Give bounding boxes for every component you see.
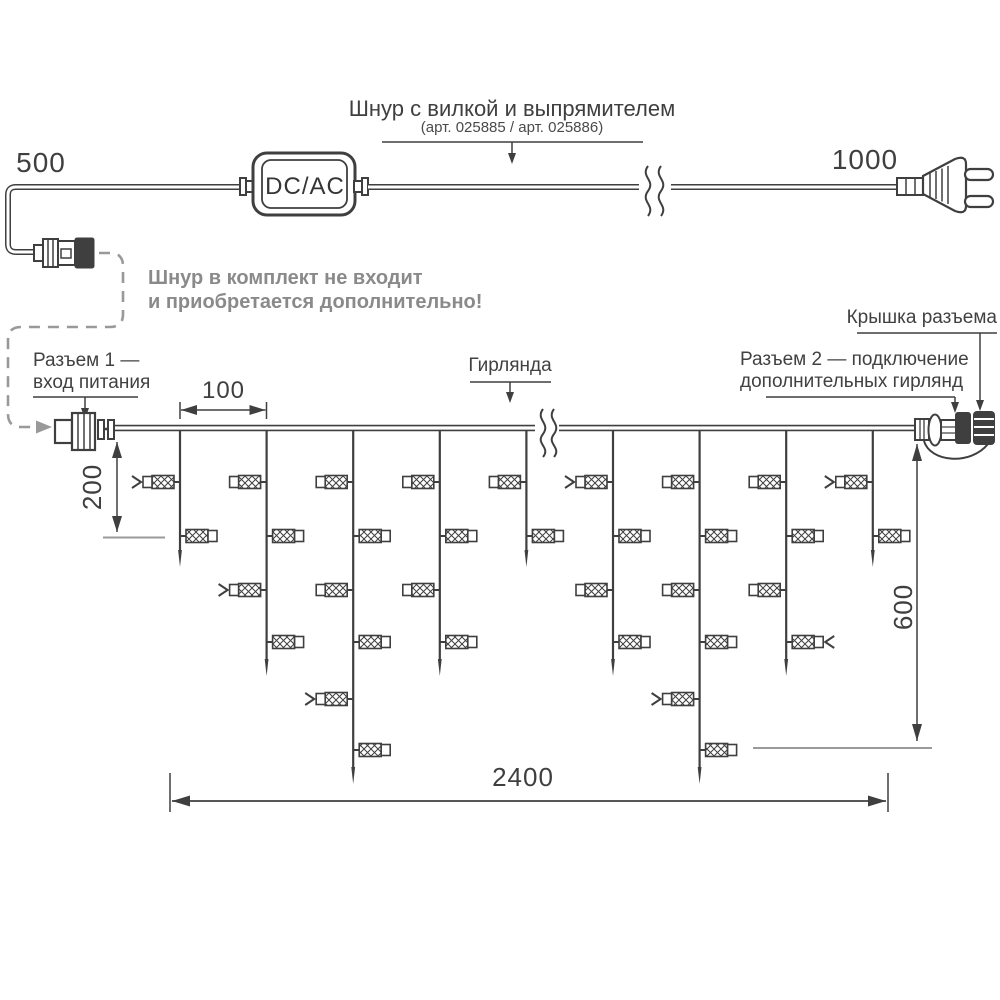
dim-1000-label: 1000 [831,144,899,175]
bulb-cap [230,585,239,596]
drop-tip [698,767,702,784]
bulb-icon [239,584,261,597]
garland-break [535,409,559,457]
bulb-icon [446,636,468,649]
dim-2400-label: 2400 [492,762,554,792]
bulb-icon [792,636,814,649]
bulb-cap [814,531,823,542]
connector-2-body [955,412,971,444]
bulb-icon [325,476,347,489]
down-arrow-icon [976,400,984,411]
dim-200-label: 200 [77,463,108,511]
bulb-icon [325,584,347,597]
bulb-icon [273,530,295,543]
leader-connector2-label [766,397,959,413]
bulb-icon [672,584,694,597]
bulb-cap [403,477,412,488]
bulb-icon [152,476,174,489]
bulb-icon [585,476,607,489]
connector-cap-icon [973,411,995,445]
adapter-label: DC/AC [265,173,345,200]
dashed-arrowhead-icon [36,421,52,434]
icicle-drops [132,430,910,784]
bulb-cap [208,531,217,542]
connector2-label-line2: дополнительных гирлянд [740,371,964,392]
drop-tip [871,550,875,567]
garland-connector-2 [915,411,995,459]
bulb-cap [663,694,672,705]
bulb-icon [239,476,261,489]
bulb-icon [758,584,780,597]
bulb-cap [468,637,477,648]
bulb-icon [325,693,347,706]
bulb-cap [381,637,390,648]
leader-garland-label [470,382,551,403]
bulb-cap [316,694,325,705]
bulb-cap [836,477,845,488]
bulb-cap [728,745,737,756]
bulb-pointer-chevron-icon [565,476,574,488]
bulb-icon [359,530,381,543]
drop-tip [611,659,615,676]
bulb-cap [728,531,737,542]
bulb-icon [672,693,694,706]
drop-tip [351,767,355,784]
bulb-icon [412,476,434,489]
bulb-cap [641,637,650,648]
bulb-icon [532,530,554,543]
bulb-cap [316,585,325,596]
bulb-cap [576,477,585,488]
dim-600-label: 600 [888,583,919,631]
cap-label: Крышка разъема [846,307,997,328]
bulb-pointer-chevron-icon [825,636,834,648]
bulb-cap [749,585,758,596]
connector1-label-line1: Разъем 1 — [33,350,140,371]
bulb-icon [845,476,867,489]
bulb-pointer-chevron-icon [132,476,141,488]
cord-subtitle: (арт. 025885 / арт. 025886) [420,119,604,136]
bulb-icon [273,636,295,649]
cord-title: Шнур с вилкой и выпрямителем [348,96,676,121]
down-arrow-icon [951,402,959,413]
garland-connector-1 [55,413,114,450]
bulb-icon [758,476,780,489]
bulb-cap [143,477,152,488]
bulb-icon [585,584,607,597]
dashed-connection-path [8,253,123,434]
bulb-icon [619,636,641,649]
bulb-icon [619,530,641,543]
bulb-cap [381,531,390,542]
dim-500-label: 500 [16,147,66,178]
garland-label: Гирлянда [468,355,552,376]
drop-tip [178,550,182,567]
bulb-pointer-chevron-icon [219,584,228,596]
bulb-cap [663,477,672,488]
bulb-icon [879,530,901,543]
bulb-icon [672,476,694,489]
bulb-cap [576,585,585,596]
dim-100-label: 100 [201,377,246,404]
bulb-cap [230,477,239,488]
bulb-cap [901,531,910,542]
bulb-cap [663,585,672,596]
bulb-cap [295,531,304,542]
drop-tip [265,659,269,676]
bulb-cap [295,637,304,648]
bulb-cap [403,585,412,596]
bulb-cap [381,745,390,756]
bulb-icon [706,636,728,649]
bulb-icon [498,476,520,489]
cord-break-gap [639,168,671,206]
bulb-pointer-chevron-icon [652,693,661,705]
cord-connector-male [34,238,94,268]
note-line-1: Шнур в комплект не входит [148,267,423,289]
down-arrow-icon [508,153,516,164]
bulb-cap [489,477,498,488]
leader-cord-label [382,142,643,164]
drop-tip [525,550,529,567]
bulb-icon [446,530,468,543]
bulb-pointer-chevron-icon [825,476,834,488]
dim-200 [103,442,165,538]
bulb-cap [554,531,563,542]
bulb-cap [468,531,477,542]
connector1-label-line2: вход питания [33,372,151,393]
bulb-icon [186,530,208,543]
bulb-pointer-chevron-icon [305,693,314,705]
drop-tip [784,659,788,676]
bulb-cap [728,637,737,648]
bulb-icon [359,744,381,757]
bulb-icon [706,530,728,543]
bulb-icon [412,584,434,597]
bulb-icon [706,744,728,757]
bulb-icon [792,530,814,543]
down-arrow-icon [506,392,514,403]
drop-tip [438,659,442,676]
bulb-cap [749,477,758,488]
bulb-icon [359,636,381,649]
bulb-cap [814,637,823,648]
bulb-cap [641,531,650,542]
note-line-2: и приобретается дополнительно! [148,291,483,313]
connector2-label-line1: Разъем 2 — подключение [740,349,969,370]
bulb-cap [316,477,325,488]
